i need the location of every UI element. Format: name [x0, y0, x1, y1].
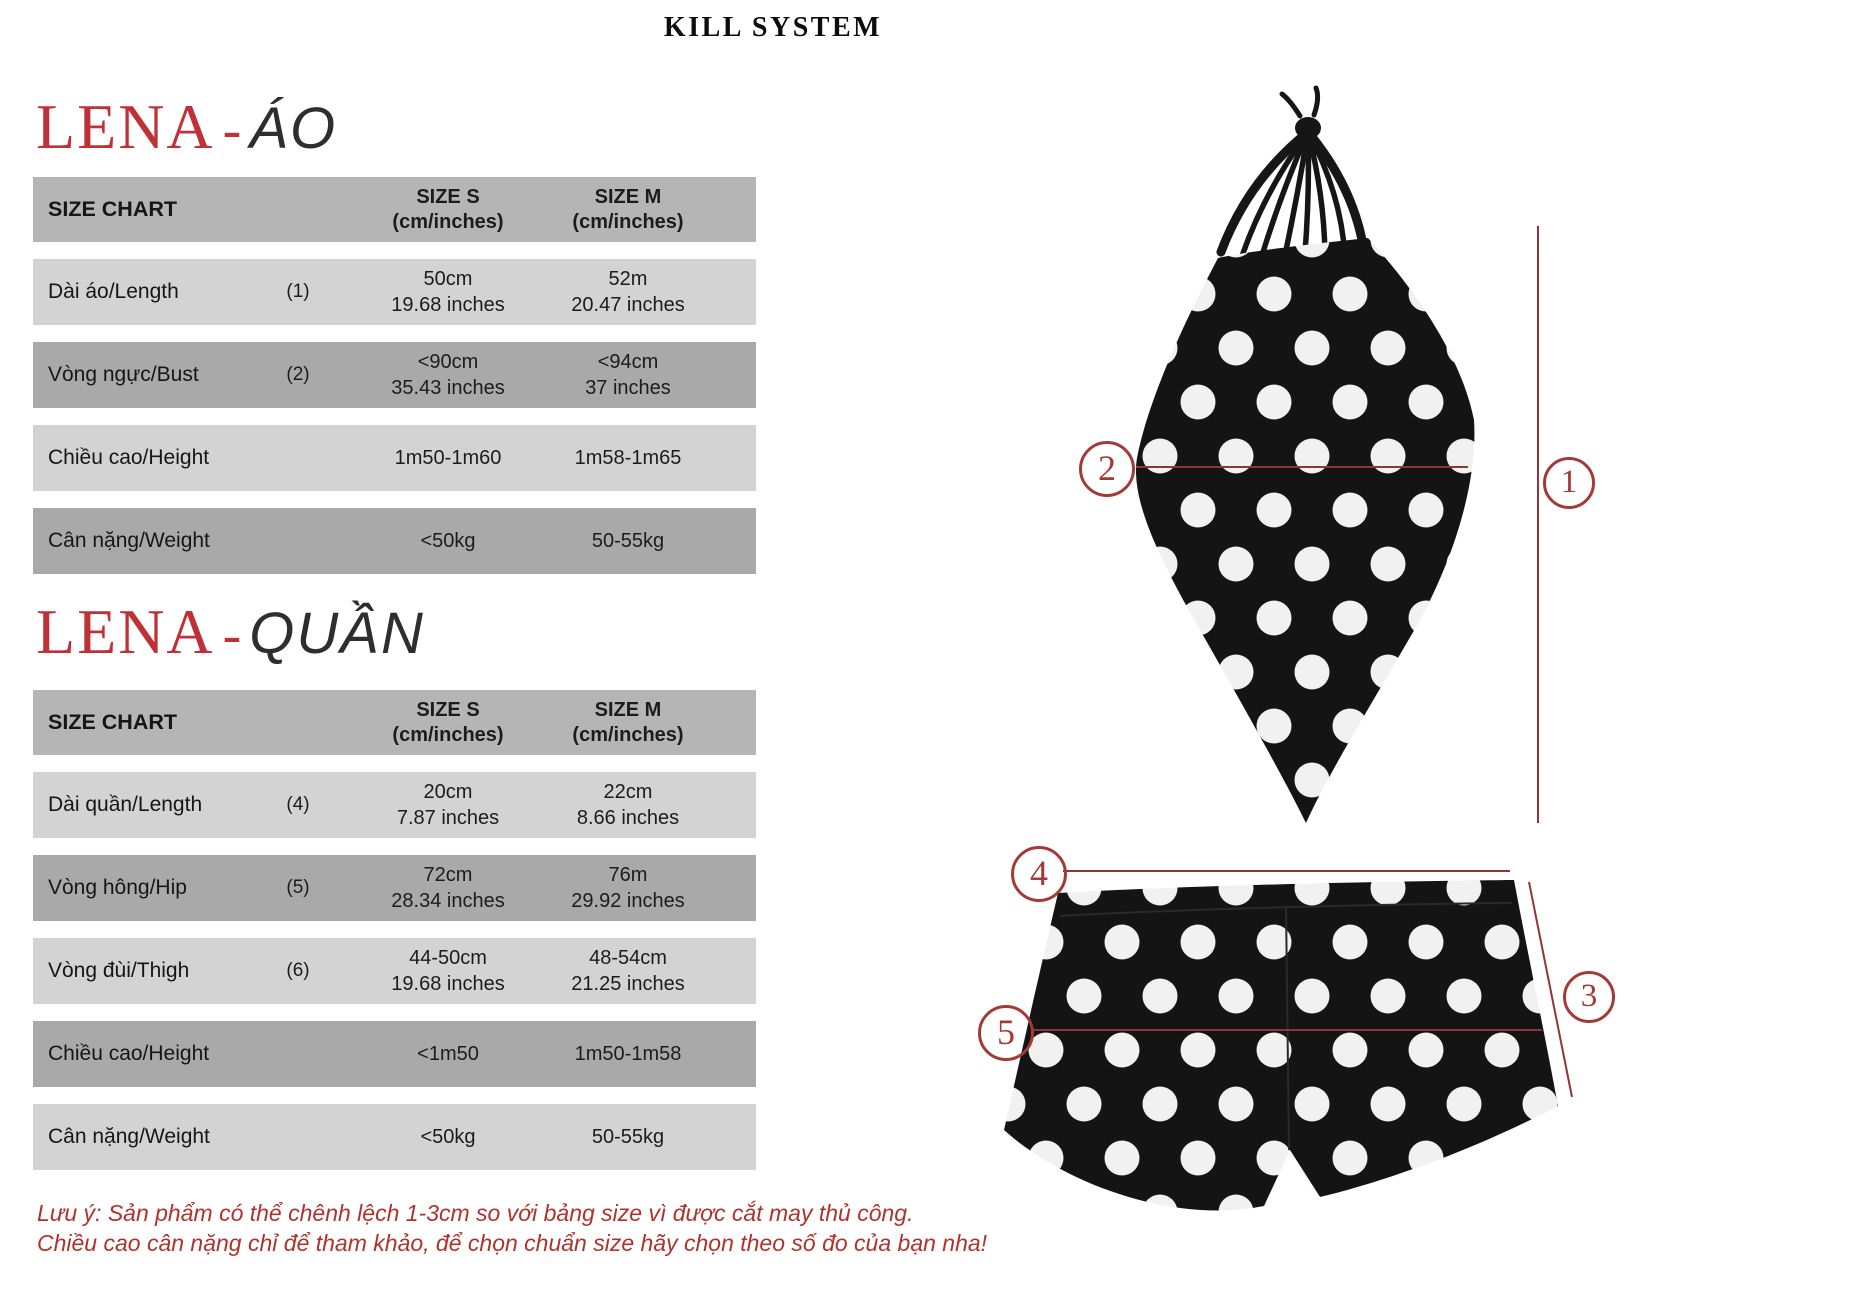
- annotation-circle-5: [978, 1005, 1034, 1061]
- size-s-value: <90cm 35.43 inches: [391, 351, 505, 399]
- size-s-value: <1m50: [417, 1043, 479, 1065]
- size-s-value: <50kg: [420, 1126, 476, 1148]
- title-garment-type: QUẦN: [249, 601, 425, 666]
- annotation-number: 3: [1580, 977, 1598, 1014]
- row-ref: (1): [286, 281, 310, 302]
- size-m-value: 1m58-1m65: [574, 447, 682, 469]
- halter-top-shape: [1136, 238, 1474, 823]
- row-label: Vòng ngực/Bust: [48, 363, 199, 386]
- section-title-ao: [36, 91, 338, 162]
- title-dash: -: [222, 604, 242, 666]
- row-label: Cân nặng/Weight: [48, 1125, 210, 1148]
- size-m-value: 22cm 8.66 inches: [576, 781, 680, 829]
- size-m-value: 76m 29.92 inches: [571, 864, 685, 912]
- row-ref: (4): [286, 794, 310, 815]
- title-product-name: LENA: [36, 91, 215, 162]
- table-header-row: [33, 177, 756, 242]
- size-m-value: <94cm 37 inches: [585, 351, 671, 399]
- size-m-value: 52m 20.47 inches: [571, 268, 685, 316]
- title-product-name: LENA: [36, 596, 215, 667]
- title-dash: -: [222, 99, 242, 161]
- footer-note-line2: Chiều cao cân nặng chỉ để tham khảo, để chọn chuẩn size hãy chọn theo số đo của bạn nha!: [37, 1230, 988, 1256]
- size-chart-header: SIZE CHART: [48, 710, 177, 734]
- size-m-header: SIZE M (cm/inches): [572, 185, 684, 233]
- annotation-circle-1: [1543, 457, 1595, 509]
- size-table-quan: [33, 690, 756, 1170]
- annotation-number: 2: [1098, 448, 1116, 488]
- size-m-value: 1m50-1m58: [574, 1043, 682, 1065]
- size-s-value: 20cm 7.87 inches: [396, 781, 500, 829]
- row-label: Dài áo/Length: [48, 280, 179, 303]
- table-row: [33, 342, 756, 408]
- row-ref: (5): [286, 877, 310, 898]
- table-row: [33, 259, 756, 325]
- size-m-value: 50-55kg: [591, 1126, 665, 1148]
- size-s-header: SIZE S (cm/inches): [392, 185, 504, 233]
- title-garment-type: ÁO: [249, 96, 338, 161]
- size-s-value: <50kg: [420, 530, 476, 552]
- footer-note: [37, 1198, 987, 1258]
- size-s-value: 50cm 19.68 inches: [391, 268, 505, 316]
- size-s-value: 1m50-1m60: [394, 447, 502, 469]
- row-label: Chiều cao/Height: [48, 446, 210, 469]
- table-row: [33, 772, 756, 838]
- size-s-value: 44-50cm 19.68 inches: [391, 947, 505, 995]
- section-title-quan: [36, 596, 425, 667]
- annotation-number: 1: [1560, 463, 1578, 500]
- row-ref: (6): [286, 960, 310, 981]
- table-row: [33, 1021, 756, 1087]
- annotation-circle-3: [1563, 971, 1615, 1023]
- table-row: [33, 425, 756, 491]
- shorts-shape: [1004, 880, 1558, 1210]
- row-label: Chiều cao/Height: [48, 1042, 210, 1065]
- footer-note-line1: Lưu ý: Sản phẩm có thể chênh lệch 1-3cm so với bảng size vì được cắt may thủ công.: [37, 1200, 914, 1226]
- brand-title: KILL SYSTEM: [663, 12, 883, 43]
- table-row: [33, 508, 756, 574]
- size-s-value: 72cm 28.34 inches: [391, 864, 505, 912]
- size-chart-header: SIZE CHART: [48, 197, 177, 221]
- size-m-header: SIZE M (cm/inches): [572, 698, 684, 746]
- row-label: Dài quần/Length: [48, 793, 203, 816]
- size-table-ao: [33, 177, 756, 574]
- row-label: Cân nặng/Weight: [48, 529, 210, 552]
- row-ref: (2): [286, 364, 310, 385]
- annotation-circle-4: [1011, 846, 1067, 902]
- annotation-circle-2: [1079, 441, 1135, 497]
- table-row: [33, 938, 756, 1004]
- size-m-value: 50-55kg: [591, 530, 665, 552]
- row-label: Vòng đùi/Thigh: [48, 959, 190, 982]
- annotation-number: 5: [997, 1012, 1015, 1052]
- table-row: [33, 855, 756, 921]
- size-m-value: 48-54cm 21.25 inches: [571, 947, 685, 995]
- annotation-number: 4: [1030, 853, 1048, 893]
- table-row: [33, 1104, 756, 1170]
- table-header-row: [33, 690, 756, 755]
- halter-knot: [1295, 117, 1321, 139]
- row-label: Vòng hông/Hip: [48, 876, 187, 899]
- size-s-header: SIZE S (cm/inches): [392, 698, 504, 746]
